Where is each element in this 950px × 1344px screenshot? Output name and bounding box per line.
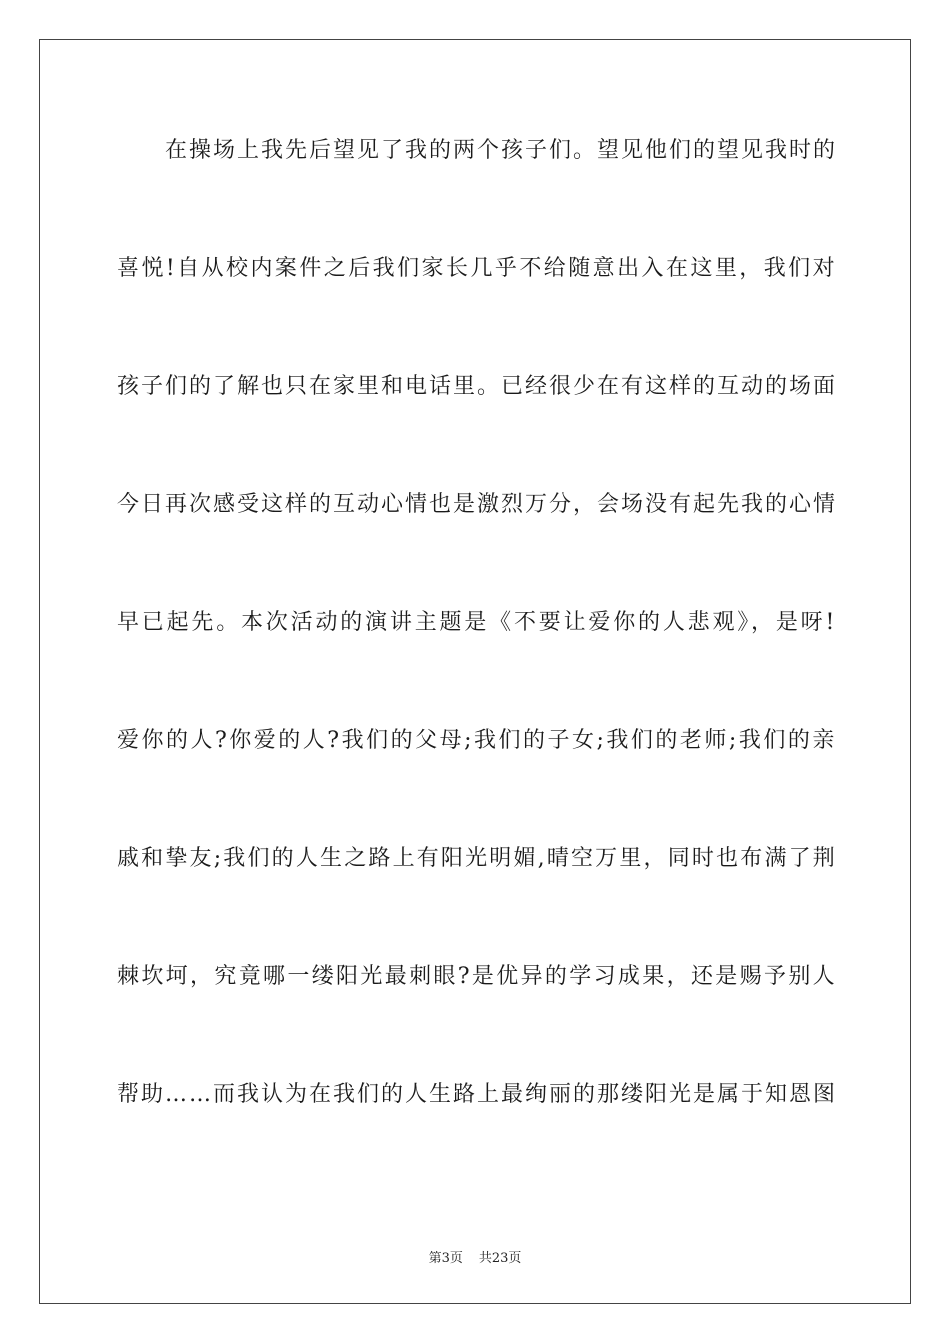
text-line-8: 棘坎坷，究竟哪一缕阳光最刺眼?是优异的学习成果，还是赐予别人 — [117, 964, 837, 989]
page-number: 第3页 — [428, 1251, 463, 1266]
body-paragraph — [117, 125, 837, 1187]
text-line-5: 早已起先。本次活动的演讲主题是《不要让爱你的人悲观》，是呀! — [117, 610, 838, 635]
page-footer — [0, 1247, 950, 1266]
text-line-7: 戚和挚友;我们的人生之路上有阳光明媚,晴空万里，同时也布满了荆 — [117, 846, 837, 871]
text-line-4: 今日再次感受这样的互动心情也是激烈万分，会场没有起先我的心情 — [117, 492, 838, 517]
text-line-6: 爱你的人?你爱的人?我们的父母;我们的子女;我们的老师;我们的亲 — [117, 728, 837, 753]
text-line-3: 孩子们的了解也只在家里和电话里。已经很少在有这样的互动的场面 — [117, 374, 838, 399]
text-line-9: 帮助……而我认为在我们的人生路上最绚丽的那缕阳光是属于知恩图 — [117, 1082, 838, 1107]
text-line-1: 在操场上我先后望见了我的两个孩子们。望见他们的望见我时的 — [165, 138, 838, 163]
text-line-2: 喜悦!自从校内案件之后我们家长几乎不给随意出入在这里，我们对 — [117, 256, 838, 281]
page-total: 共23页 — [478, 1251, 522, 1266]
